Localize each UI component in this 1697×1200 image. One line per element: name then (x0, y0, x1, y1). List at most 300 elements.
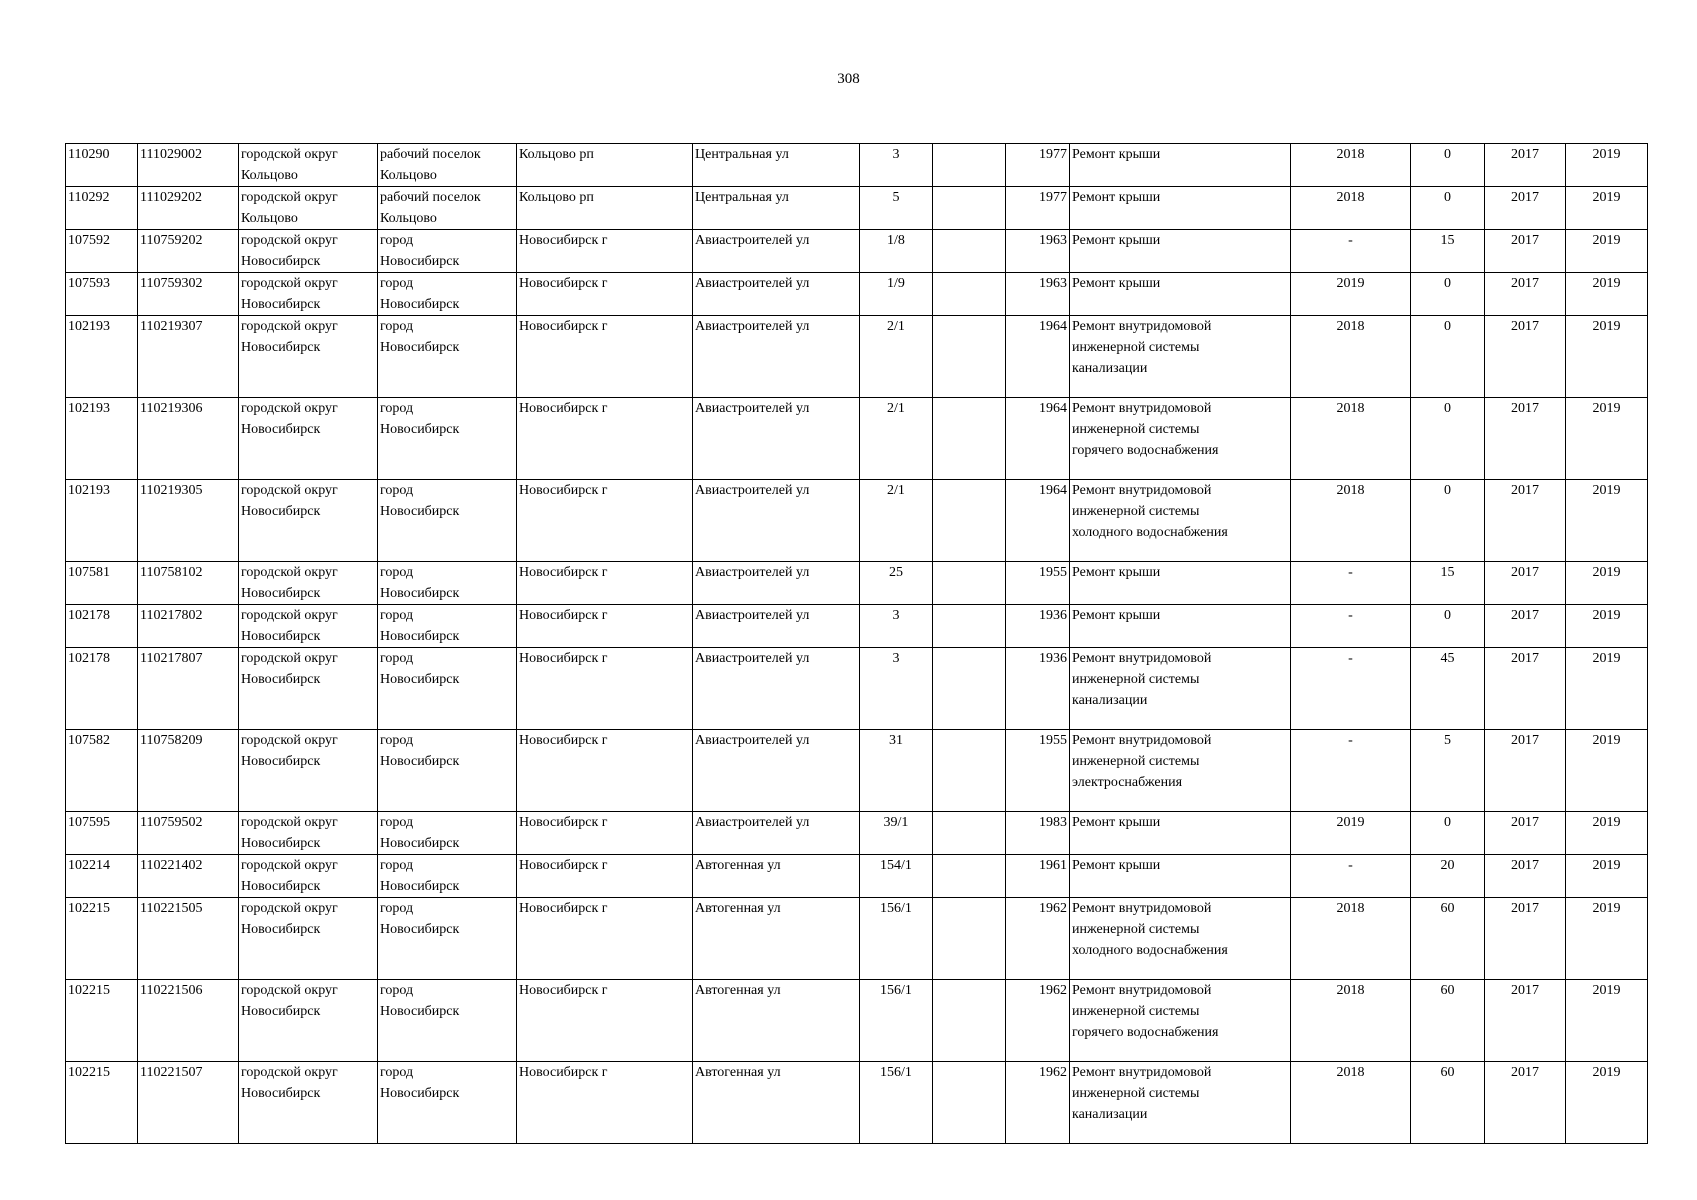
building-cell (933, 316, 1006, 398)
building-cell (933, 230, 1006, 273)
building-cell (933, 898, 1006, 980)
object-code-cell: 111029202 (138, 187, 239, 230)
locality-cell: Новосибирск г (517, 812, 693, 855)
period-start-cell: 2017 (1485, 398, 1566, 480)
cell-text-line: инженерной системы (1072, 672, 1200, 687)
cell-text-line: Кольцово (241, 211, 298, 226)
work-type-cell (1070, 1062, 1291, 1144)
record-id-cell: 110290 (66, 144, 138, 187)
locality-cell: Новосибирск г (517, 480, 693, 562)
record-id-cell: 107592 (66, 230, 138, 273)
building-cell (933, 812, 1006, 855)
cell-text-line: Новосибирск (241, 629, 321, 644)
cell-text-line: канализации (1072, 1107, 1148, 1122)
cell-text-line: городской округ (241, 565, 338, 580)
locality-cell: Новосибирск г (517, 898, 693, 980)
build-year-cell: 1977 (1006, 187, 1070, 230)
cell-text-line: Кольцово (380, 211, 437, 226)
building-cell (933, 273, 1006, 316)
municipal-district-cell (239, 1062, 378, 1144)
cell-text-line: Новосибирск (241, 254, 321, 269)
table-row (66, 812, 1648, 855)
record-id-cell: 102214 (66, 855, 138, 898)
municipal-district-cell (239, 144, 378, 187)
building-cell (933, 648, 1006, 730)
wear-percent-cell: 0 (1411, 605, 1485, 648)
cell-text-line: Новосибирск (380, 754, 460, 769)
wear-percent-cell: 0 (1411, 398, 1485, 480)
house-number-cell: 5 (860, 187, 933, 230)
period-start-cell: 2017 (1485, 1062, 1566, 1144)
build-year-cell: 1963 (1006, 273, 1070, 316)
building-cell (933, 855, 1006, 898)
table-row (66, 562, 1648, 605)
cell-text-line: Новосибирск (241, 1086, 321, 1101)
locality-cell: Новосибирск г (517, 230, 693, 273)
table-row (66, 898, 1648, 980)
cell-text-line: Ремонт внутридомовой (1072, 651, 1212, 666)
municipal-district-cell (239, 187, 378, 230)
cell-text-line: городской округ (241, 858, 338, 873)
settlement-cell (378, 648, 517, 730)
street-cell: Авиастроителей ул (693, 730, 860, 812)
cell-text-line: городской округ (241, 319, 338, 334)
cell-text-line: город (380, 483, 414, 498)
settlement-cell (378, 144, 517, 187)
cell-text-line: городской округ (241, 233, 338, 248)
planned-year-cell: - (1291, 855, 1411, 898)
cell-text-line: электроснабжения (1072, 775, 1183, 790)
period-start-cell: 2017 (1485, 980, 1566, 1062)
cell-text-line: Новосибирск (241, 340, 321, 355)
planned-year-cell: 2018 (1291, 398, 1411, 480)
settlement-cell (378, 480, 517, 562)
build-year-cell: 1983 (1006, 812, 1070, 855)
wear-percent-cell: 0 (1411, 480, 1485, 562)
cell-text-line: инженерной системы (1072, 340, 1200, 355)
settlement-cell (378, 855, 517, 898)
planned-year-cell: - (1291, 605, 1411, 648)
record-id-cell: 102215 (66, 1062, 138, 1144)
period-end-cell: 2019 (1566, 812, 1648, 855)
cell-text-line: городской округ (241, 901, 338, 916)
house-number-cell: 2/1 (860, 480, 933, 562)
cell-text-line: рабочий поселок (380, 190, 481, 205)
object-code-cell: 110219306 (138, 398, 239, 480)
object-code-cell: 110221505 (138, 898, 239, 980)
settlement-cell (378, 230, 517, 273)
table-row (66, 273, 1648, 316)
cell-text-line: городской округ (241, 401, 338, 416)
record-id-cell: 107595 (66, 812, 138, 855)
object-code-cell: 110221507 (138, 1062, 239, 1144)
locality-cell: Кольцово рп (517, 144, 693, 187)
settlement-cell (378, 316, 517, 398)
planned-year-cell: 2018 (1291, 1062, 1411, 1144)
planned-year-cell: 2018 (1291, 980, 1411, 1062)
wear-percent-cell: 15 (1411, 230, 1485, 273)
period-end-cell: 2019 (1566, 144, 1648, 187)
street-cell: Автогенная ул (693, 898, 860, 980)
cell-text-line: Новосибирск (380, 422, 460, 437)
locality-cell: Новосибирск г (517, 730, 693, 812)
municipal-district-cell (239, 230, 378, 273)
cell-text-line: Ремонт крыши (1072, 233, 1161, 248)
table-row (66, 398, 1648, 480)
cell-text-line: горячего водоснабжения (1072, 1025, 1219, 1040)
street-cell: Авиастроителей ул (693, 230, 860, 273)
cell-text-line: город (380, 608, 414, 623)
work-type-cell (1070, 273, 1291, 316)
period-end-cell: 2019 (1566, 980, 1648, 1062)
settlement-cell (378, 273, 517, 316)
period-end-cell: 2019 (1566, 230, 1648, 273)
cell-text-line: город (380, 233, 414, 248)
cell-text-line: канализации (1072, 693, 1148, 708)
table-row (66, 230, 1648, 273)
cell-text-line: город (380, 733, 414, 748)
wear-percent-cell: 45 (1411, 648, 1485, 730)
settlement-cell (378, 898, 517, 980)
period-end-cell: 2019 (1566, 562, 1648, 605)
settlement-cell (378, 187, 517, 230)
record-id-cell: 102193 (66, 480, 138, 562)
table-row (66, 187, 1648, 230)
build-year-cell: 1964 (1006, 398, 1070, 480)
record-id-cell: 107593 (66, 273, 138, 316)
repair-registry-table (65, 143, 1648, 1144)
street-cell: Авиастроителей ул (693, 316, 860, 398)
cell-text-line: инженерной системы (1072, 754, 1200, 769)
cell-text-line: горячего водоснабжения (1072, 443, 1219, 458)
registry-body (66, 144, 1648, 1144)
municipal-district-cell (239, 648, 378, 730)
municipal-district-cell (239, 562, 378, 605)
work-type-cell (1070, 480, 1291, 562)
cell-text-line: город (380, 276, 414, 291)
municipal-district-cell (239, 480, 378, 562)
cell-text-line: Новосибирск (380, 836, 460, 851)
cell-text-line: городской округ (241, 651, 338, 666)
period-start-cell: 2017 (1485, 898, 1566, 980)
cell-text-line: Кольцово (241, 168, 298, 183)
object-code-cell: 110217802 (138, 605, 239, 648)
cell-text-line: Новосибирск (380, 629, 460, 644)
wear-percent-cell: 60 (1411, 980, 1485, 1062)
cell-text-line: Новосибирск (241, 297, 321, 312)
object-code-cell: 110759502 (138, 812, 239, 855)
cell-text-line: Новосибирск (380, 586, 460, 601)
building-cell (933, 187, 1006, 230)
object-code-cell: 110217807 (138, 648, 239, 730)
cell-text-line: холодного водоснабжения (1072, 943, 1228, 958)
street-cell: Автогенная ул (693, 855, 860, 898)
object-code-cell: 111029002 (138, 144, 239, 187)
period-end-cell: 2019 (1566, 187, 1648, 230)
house-number-cell: 3 (860, 605, 933, 648)
period-end-cell: 2019 (1566, 855, 1648, 898)
building-cell (933, 480, 1006, 562)
cell-text-line: городской округ (241, 983, 338, 998)
cell-text-line: город (380, 1065, 414, 1080)
period-start-cell: 2017 (1485, 812, 1566, 855)
cell-text-line: городской округ (241, 190, 338, 205)
house-number-cell: 1/8 (860, 230, 933, 273)
cell-text-line: город (380, 565, 414, 580)
street-cell: Авиастроителей ул (693, 480, 860, 562)
planned-year-cell: 2018 (1291, 187, 1411, 230)
work-type-cell (1070, 316, 1291, 398)
cell-text-line: городской округ (241, 1065, 338, 1080)
cell-text-line: Новосибирск (380, 672, 460, 687)
wear-percent-cell: 20 (1411, 855, 1485, 898)
cell-text-line: Ремонт внутридомовой (1072, 1065, 1212, 1080)
work-type-cell (1070, 648, 1291, 730)
work-type-cell (1070, 980, 1291, 1062)
table-row (66, 316, 1648, 398)
cell-text-line: Кольцово (380, 168, 437, 183)
record-id-cell: 107581 (66, 562, 138, 605)
period-end-cell: 2019 (1566, 1062, 1648, 1144)
cell-text-line: Ремонт внутридомовой (1072, 483, 1212, 498)
settlement-cell (378, 605, 517, 648)
cell-text-line: Ремонт крыши (1072, 858, 1161, 873)
house-number-cell: 2/1 (860, 316, 933, 398)
planned-year-cell: 2018 (1291, 898, 1411, 980)
house-number-cell: 1/9 (860, 273, 933, 316)
object-code-cell: 110758209 (138, 730, 239, 812)
object-code-cell: 110221402 (138, 855, 239, 898)
cell-text-line: Новосибирск (380, 340, 460, 355)
cell-text-line: инженерной системы (1072, 1086, 1200, 1101)
building-cell (933, 144, 1006, 187)
municipal-district-cell (239, 980, 378, 1062)
cell-text-line: Новосибирск (380, 922, 460, 937)
cell-text-line: Новосибирск (241, 879, 321, 894)
locality-cell: Новосибирск г (517, 316, 693, 398)
cell-text-line: Ремонт внутридомовой (1072, 983, 1212, 998)
cell-text-line: инженерной системы (1072, 422, 1200, 437)
municipal-district-cell (239, 398, 378, 480)
planned-year-cell: 2018 (1291, 144, 1411, 187)
period-start-cell: 2017 (1485, 316, 1566, 398)
locality-cell: Новосибирск г (517, 1062, 693, 1144)
house-number-cell: 156/1 (860, 980, 933, 1062)
cell-text-line: канализации (1072, 361, 1148, 376)
street-cell: Автогенная ул (693, 1062, 860, 1144)
wear-percent-cell: 0 (1411, 144, 1485, 187)
house-number-cell: 154/1 (860, 855, 933, 898)
work-type-cell (1070, 398, 1291, 480)
cell-text-line: Ремонт крыши (1072, 147, 1161, 162)
build-year-cell: 1936 (1006, 648, 1070, 730)
cell-text-line: Новосибирск (241, 1004, 321, 1019)
building-cell (933, 398, 1006, 480)
cell-text-line: городской округ (241, 608, 338, 623)
municipal-district-cell (239, 855, 378, 898)
record-id-cell: 102193 (66, 398, 138, 480)
object-code-cell: 110219307 (138, 316, 239, 398)
period-start-cell: 2017 (1485, 144, 1566, 187)
record-id-cell: 102193 (66, 316, 138, 398)
street-cell: Центральная ул (693, 187, 860, 230)
wear-percent-cell: 0 (1411, 316, 1485, 398)
build-year-cell: 1964 (1006, 480, 1070, 562)
settlement-cell (378, 980, 517, 1062)
house-number-cell: 31 (860, 730, 933, 812)
period-end-cell: 2019 (1566, 398, 1648, 480)
work-type-cell (1070, 187, 1291, 230)
object-code-cell: 110221506 (138, 980, 239, 1062)
municipal-district-cell (239, 812, 378, 855)
cell-text-line: город (380, 983, 414, 998)
cell-text-line: Ремонт внутридомовой (1072, 319, 1212, 334)
cell-text-line: город (380, 858, 414, 873)
house-number-cell: 25 (860, 562, 933, 605)
work-type-cell (1070, 605, 1291, 648)
period-end-cell: 2019 (1566, 273, 1648, 316)
cell-text-line: Новосибирск (380, 1086, 460, 1101)
object-code-cell: 110219305 (138, 480, 239, 562)
work-type-cell (1070, 230, 1291, 273)
wear-percent-cell: 5 (1411, 730, 1485, 812)
period-start-cell: 2017 (1485, 855, 1566, 898)
work-type-cell (1070, 144, 1291, 187)
settlement-cell (378, 398, 517, 480)
cell-text-line: Ремонт крыши (1072, 815, 1161, 830)
cell-text-line: город (380, 815, 414, 830)
wear-percent-cell: 15 (1411, 562, 1485, 605)
period-end-cell: 2019 (1566, 648, 1648, 730)
building-cell (933, 730, 1006, 812)
wear-percent-cell: 60 (1411, 1062, 1485, 1144)
street-cell: Авиастроителей ул (693, 273, 860, 316)
cell-text-line: Ремонт крыши (1072, 190, 1161, 205)
municipal-district-cell (239, 730, 378, 812)
municipal-district-cell (239, 898, 378, 980)
cell-text-line: Ремонт крыши (1072, 276, 1161, 291)
build-year-cell: 1961 (1006, 855, 1070, 898)
cell-text-line: городской округ (241, 733, 338, 748)
street-cell: Авиастроителей ул (693, 812, 860, 855)
wear-percent-cell: 0 (1411, 812, 1485, 855)
planned-year-cell: 2019 (1291, 812, 1411, 855)
period-start-cell: 2017 (1485, 480, 1566, 562)
record-id-cell: 110292 (66, 187, 138, 230)
table-row (66, 480, 1648, 562)
street-cell: Центральная ул (693, 144, 860, 187)
settlement-cell (378, 562, 517, 605)
locality-cell: Новосибирск г (517, 855, 693, 898)
wear-percent-cell: 0 (1411, 273, 1485, 316)
cell-text-line: Новосибирск (380, 297, 460, 312)
house-number-cell: 156/1 (860, 898, 933, 980)
cell-text-line: Новосибирск (241, 754, 321, 769)
planned-year-cell: 2018 (1291, 316, 1411, 398)
cell-text-line: Новосибирск (241, 922, 321, 937)
page-number: 308 (837, 71, 860, 87)
cell-text-line: городской округ (241, 276, 338, 291)
planned-year-cell: - (1291, 230, 1411, 273)
object-code-cell: 110759302 (138, 273, 239, 316)
building-cell (933, 980, 1006, 1062)
cell-text-line: город (380, 319, 414, 334)
street-cell: Авиастроителей ул (693, 398, 860, 480)
cell-text-line: Ремонт внутридомовой (1072, 901, 1212, 916)
cell-text-line: Новосибирск (241, 504, 321, 519)
cell-text-line: Новосибирск (380, 254, 460, 269)
build-year-cell: 1962 (1006, 898, 1070, 980)
object-code-cell: 110758102 (138, 562, 239, 605)
wear-percent-cell: 60 (1411, 898, 1485, 980)
record-id-cell: 107582 (66, 730, 138, 812)
table-row (66, 855, 1648, 898)
house-number-cell: 2/1 (860, 398, 933, 480)
cell-text-line: Новосибирск (241, 586, 321, 601)
cell-text-line: Новосибирск (241, 422, 321, 437)
cell-text-line: город (380, 401, 414, 416)
cell-text-line: городской округ (241, 147, 338, 162)
street-cell: Авиастроителей ул (693, 605, 860, 648)
locality-cell: Новосибирск г (517, 980, 693, 1062)
period-start-cell: 2017 (1485, 187, 1566, 230)
street-cell: Авиастроителей ул (693, 562, 860, 605)
locality-cell: Новосибирск г (517, 562, 693, 605)
cell-text-line: город (380, 651, 414, 666)
build-year-cell: 1964 (1006, 316, 1070, 398)
street-cell: Автогенная ул (693, 980, 860, 1062)
planned-year-cell: - (1291, 730, 1411, 812)
locality-cell: Новосибирск г (517, 605, 693, 648)
municipal-district-cell (239, 605, 378, 648)
table-row (66, 1062, 1648, 1144)
planned-year-cell: 2019 (1291, 273, 1411, 316)
settlement-cell (378, 1062, 517, 1144)
cell-text-line: холодного водоснабжения (1072, 525, 1228, 540)
period-end-cell: 2019 (1566, 480, 1648, 562)
table-row (66, 730, 1648, 812)
table-row (66, 648, 1648, 730)
period-start-cell: 2017 (1485, 230, 1566, 273)
house-number-cell: 3 (860, 144, 933, 187)
work-type-cell (1070, 562, 1291, 605)
cell-text-line: инженерной системы (1072, 504, 1200, 519)
period-start-cell: 2017 (1485, 730, 1566, 812)
planned-year-cell: 2018 (1291, 480, 1411, 562)
build-year-cell: 1955 (1006, 730, 1070, 812)
cell-text-line: Новосибирск (380, 504, 460, 519)
cell-text-line: Ремонт внутридомовой (1072, 733, 1212, 748)
object-code-cell: 110759202 (138, 230, 239, 273)
cell-text-line: Ремонт крыши (1072, 565, 1161, 580)
building-cell (933, 1062, 1006, 1144)
period-start-cell: 2017 (1485, 273, 1566, 316)
municipal-district-cell (239, 273, 378, 316)
locality-cell: Новосибирск г (517, 273, 693, 316)
build-year-cell: 1955 (1006, 562, 1070, 605)
cell-text-line: Ремонт крыши (1072, 608, 1161, 623)
house-number-cell: 156/1 (860, 1062, 933, 1144)
cell-text-line: рабочий поселок (380, 147, 481, 162)
cell-text-line: город (380, 901, 414, 916)
cell-text-line: Новосибирск (380, 1004, 460, 1019)
settlement-cell (378, 812, 517, 855)
table-row (66, 144, 1648, 187)
period-end-cell: 2019 (1566, 898, 1648, 980)
settlement-cell (378, 730, 517, 812)
table-row (66, 980, 1648, 1062)
municipal-district-cell (239, 316, 378, 398)
